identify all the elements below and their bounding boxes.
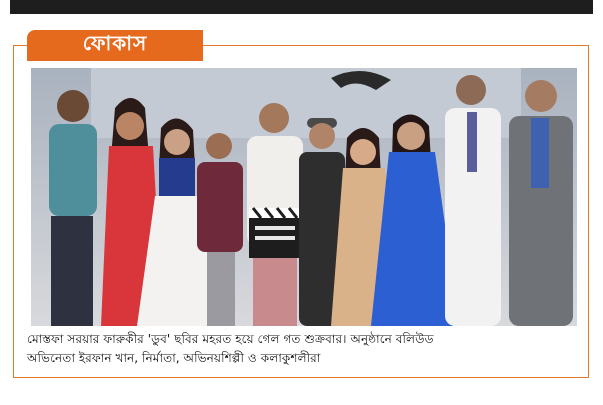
person-1 [49, 90, 97, 326]
photo-caption [27, 330, 581, 368]
person-9 [445, 75, 501, 326]
section-label: ফোকাস [27, 30, 203, 61]
person-10 [509, 80, 573, 326]
event-photo [31, 68, 577, 326]
clapperboard-icon [249, 208, 301, 258]
caption-line-1: মোস্তফা সরয়ার ফারুকীর 'ডুব' ছবির মহরত হয়ে গেল গত শুক্রবার। অনুষ্ঠানে বলিউড [27, 332, 434, 346]
header-rule [10, 0, 593, 14]
photo-illustration [31, 68, 577, 326]
caption-line-2: অভিনেতা ইরফান খান, নির্মাতা, অভিনয়শিল্পী ও কলাকুশলীরা [27, 351, 321, 365]
